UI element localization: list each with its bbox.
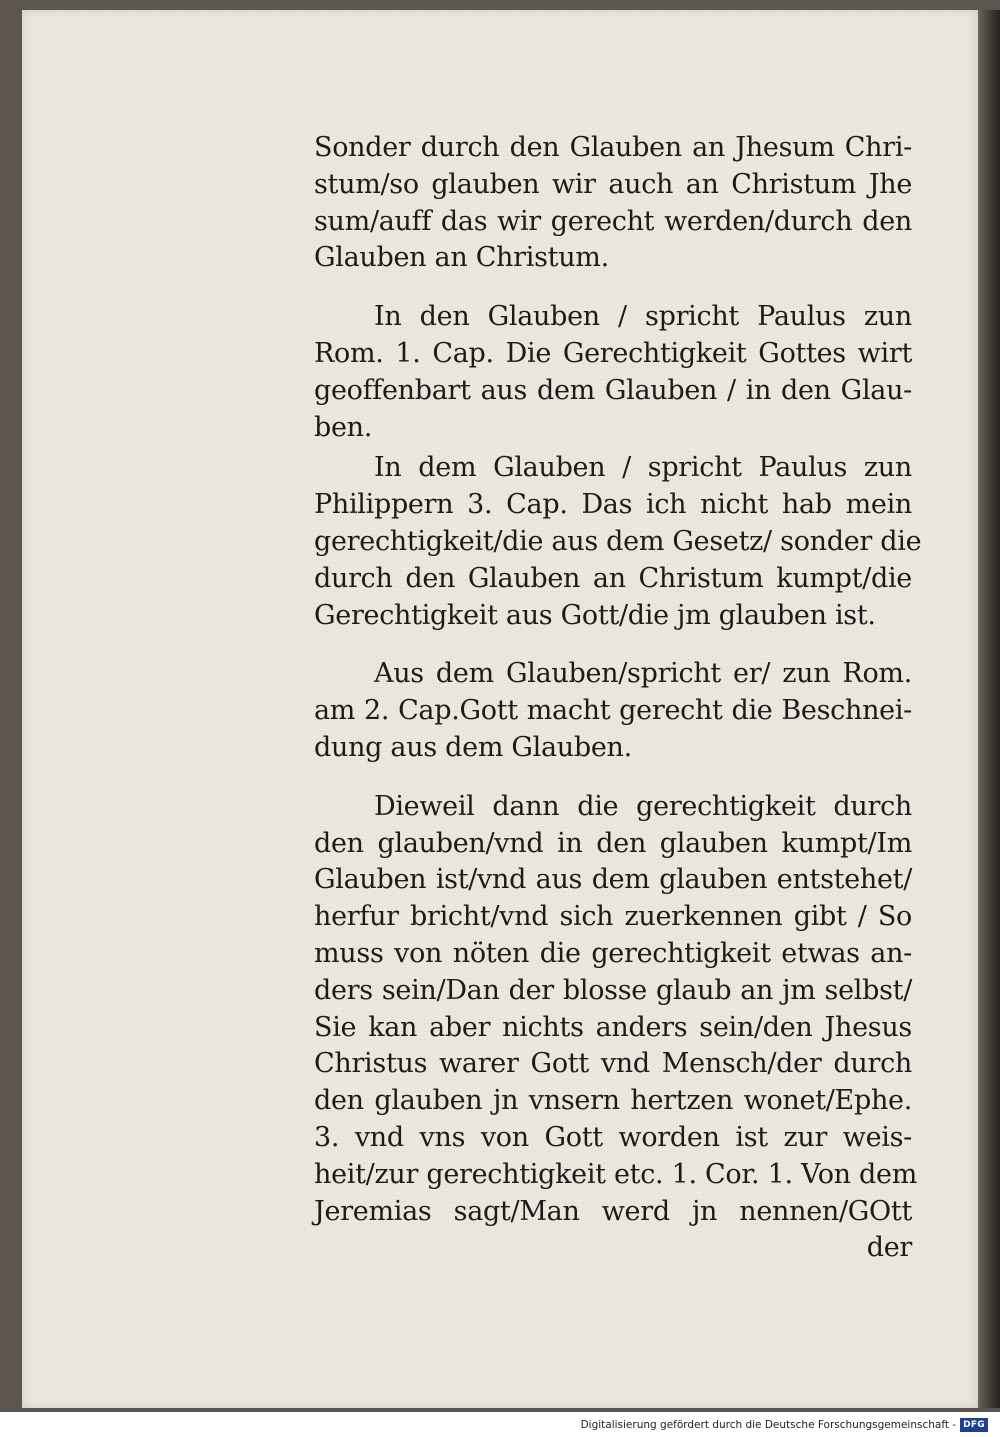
page-text: [314, 130, 922, 1267]
text-line: Dieweil dann die gerechtigkeit durch: [374, 790, 912, 822]
text-line: Rom. 1. Cap. Die Gerechtigkeit Gottes wirt: [314, 337, 912, 369]
text-line: sum/auff das wir gerecht werden/durch den: [314, 205, 912, 237]
text-line: dung aus dem Glauben.: [314, 731, 632, 763]
text-line: Sie kan aber nichts anders sein/den Jhesus: [314, 1011, 912, 1043]
paragraph-4: [314, 656, 912, 766]
text-line: herfur bricht/vnd sich zuerkennen gibt / So: [314, 901, 912, 933]
text-line: Sonder durch den Glauben an Jhesum Chri-: [314, 132, 912, 163]
paragraph-1: [314, 130, 912, 277]
paragraph-3: [314, 450, 922, 634]
text-line: In dem Glauben / spricht Paulus zun: [374, 452, 912, 484]
paragraph-2: [314, 299, 912, 446]
text-line: stum/so glauben wir auch an Christum Jhe: [314, 168, 912, 200]
paragraph-5: [314, 789, 918, 1231]
funding-notice: Digitalisierung gefördert durch die Deutsche Forschungsgemeinschaft -: [580, 1418, 957, 1431]
text-line: heit/zur gerechtigkeit etc. 1. Cor. 1. Von dem: [314, 1158, 918, 1190]
text-line: ben.: [314, 411, 373, 443]
text-line: den glauben/vnd in den glauben kumpt/Im: [314, 827, 912, 859]
text-line: Jeremias sagt/Man werd jn nennen/GOtt: [314, 1195, 912, 1227]
text-line: In den Glauben / spricht Paulus zun: [374, 301, 912, 333]
book-page: [22, 10, 980, 1408]
text-line: Aus dem Glauben/spricht er/ zun Rom.: [374, 658, 912, 690]
text-line: Glauben ist/vnd aus dem glauben entstehet/: [314, 864, 912, 896]
page-edge: [978, 10, 1000, 1408]
text-line: durch den Glauben an Christum kumpt/die: [314, 562, 912, 594]
text-line: muss von nöten die gerechtigkeit etwas an-: [314, 937, 912, 969]
footer-bar: [0, 1412, 1000, 1437]
text-line: am 2. Cap.Gott macht gerecht die Beschnei-: [314, 695, 912, 727]
text-line: ders sein/Dan der blosse glaub an jm selbst/: [314, 974, 912, 1006]
text-line: Christus warer Gott vnd Mensch/der durch: [314, 1048, 912, 1080]
text-line: den glauben jn vnsern hertzen wonet/Ephe.: [314, 1085, 912, 1117]
text-line: Glauben an Christum.: [314, 242, 609, 274]
text-line: gerechtigkeit/die aus dem Gesetz/ sonder die: [314, 525, 922, 557]
dfg-logo-icon[interactable]: DFG: [960, 1418, 988, 1432]
text-line: Gerechtigkeit aus Gott/die jm glauben ist.: [314, 599, 876, 631]
text-line: Philippern 3. Cap. Das ich nicht hab mein: [314, 489, 912, 521]
text-line: 3. vnd vns von Gott worden ist zur weis-: [314, 1121, 912, 1153]
catchword: der: [866, 1232, 912, 1264]
text-line: geoffenbart aus dem Glauben / in den Glau-: [314, 374, 912, 406]
